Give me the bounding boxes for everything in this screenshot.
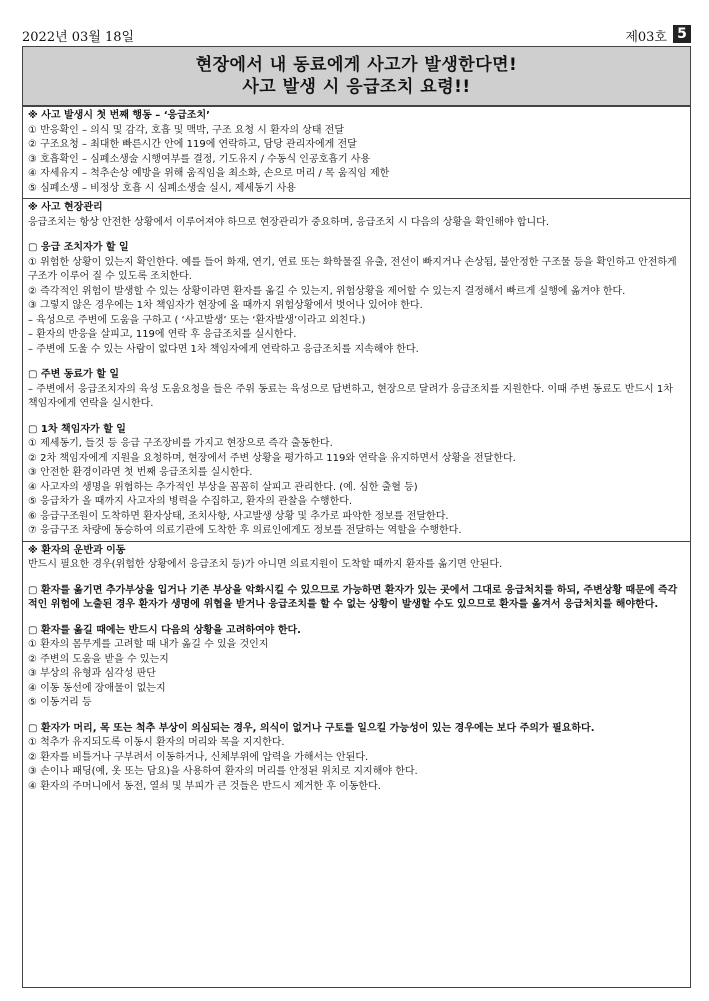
section-heading: ※ 사고 발생시 첫 번째 행동 – ‘응급조치’ bbox=[28, 110, 210, 121]
list-item: ② 즉각적인 위험이 발생할 수 있는 상황이라면 환자를 옮길 수 있는지, 위험상황을 제어할 수 있는지 결정해서 빠르게 실행에 옮겨야 한다. bbox=[28, 285, 626, 297]
list-item: ① 척추가 유지되도록 이동시 환자의 머리와 목을 지지한다. bbox=[28, 737, 285, 748]
list-item: ① 제세동기, 들것 등 응급 구조장비를 가지고 현장으로 즉각 출동한다. bbox=[28, 438, 333, 449]
list-item: ③ 손이나 패딩(예, 옷 또는 담요)을 사용하여 환자의 머리를 안정된 위치로 지지해야 한다. bbox=[28, 766, 418, 777]
subsection-heading: ▢ 1차 책임자가 할 일 bbox=[28, 423, 126, 435]
list-item: ④ 사고자의 생명을 위협하는 추가적인 부상을 꼼꼼히 살피고 관리한다. (예. 심한 출혈 등) bbox=[28, 481, 418, 493]
section-intro: 반드시 필요한 경우(위험한 상황에서 응급조치 등)가 아니면 의료지원이 도착할 때까지 환자를 옮기면 안된다. bbox=[28, 559, 503, 570]
section-first-action bbox=[23, 107, 690, 199]
list-item: ③ 호흡확인 – 심폐소생술 시행여부를 결정, 기도유지 / 수동식 인공호흡기 사용 bbox=[28, 153, 371, 165]
list-item: ② 2차 책임자에게 지원을 요청하며, 현장에서 주변 상황을 평가하고 119와 연락을 유지하면서 상황을 전달한다. bbox=[28, 452, 516, 464]
page-header bbox=[22, 26, 691, 44]
list-item: ② 구조요청 – 최대한 빠른시간 안에 119에 연락하고, 담당 관리자에게 전달 bbox=[28, 139, 357, 150]
page-number: 5 bbox=[673, 25, 691, 43]
list-item: ① 반응확인 – 의식 및 감각, 호흡 및 맥박, 구조 요청 시 환자의 상태 전달 bbox=[28, 124, 344, 136]
list-item: ④ 자세유지 – 척추손상 예방을 위해 움직임을 최소화, 손으로 머리 / 목 움직임 제한 bbox=[28, 168, 390, 179]
list-item: ③ 부상의 유형과 심각성 판단 bbox=[28, 668, 156, 679]
list-item: ⑦ 응급구조 차량에 동승하여 의료기관에 도착한 후 의료인에게도 정보를 전달하는 역할을 수행한다. bbox=[28, 525, 462, 536]
subsection-heading: ▢ 환자를 옮길 때에는 반드시 다음의 상황을 고려하여야 한다. bbox=[28, 624, 301, 636]
title-box bbox=[22, 46, 691, 106]
subsection-heading: ▢ 응급 조치자가 할 일 bbox=[28, 242, 129, 253]
list-item: ⑤ 이동거리 등 bbox=[28, 697, 92, 708]
list-item: ④ 환자의 주머니에서 동전, 열쇠 및 부피가 큰 것들은 반드시 제거한 후 이동한다. bbox=[28, 780, 381, 792]
list-item: – 환자의 반응을 살피고, 119에 연락 후 응급조치를 실시한다. bbox=[28, 329, 297, 340]
list-item: ② 환자를 비틀거나 구부려서 이동하거나, 신체부위에 압력을 가해서는 안된다. bbox=[28, 751, 369, 763]
list-item: ① 환자의 몸무게를 고려할 때 내가 옮길 수 있을 것인지 bbox=[28, 639, 269, 650]
section-site-management bbox=[23, 199, 690, 542]
paragraph: – 주변에서 응급조치자의 육성 도움요청을 들은 주위 동료는 육성으로 답변하고, 현장으로 달려가 응급조치를 지원한다. 이때 주변 동료도 반드시 1차 책임자에게 연락을 실시한다. bbox=[28, 383, 673, 409]
list-item: ⑥ 응급구조원이 도착하면 환자상태, 조치사항, 사고발생 상황 및 추가로 파악한 정보를 전달한다. bbox=[28, 510, 449, 522]
list-item: ⑤ 심폐소생 – 비정상 호흡 시 심폐소생술 실시, 제세동기 사용 bbox=[28, 182, 296, 194]
list-item: ③ 그렇지 않은 경우에는 1차 책임자가 현장에 올 때까지 위험상황에서 벗어나 있어야 한다. bbox=[28, 300, 423, 311]
section-patient-transport bbox=[23, 542, 690, 797]
issue-date: 2022년 03월 18일 bbox=[22, 30, 135, 45]
section-heading: ※ 사고 현장관리 bbox=[28, 202, 103, 213]
list-item: ③ 안전한 환경이라면 첫 번째 응급조치를 실시한다. bbox=[28, 467, 253, 478]
list-item: – 육성으로 주변에 도움을 구하고 ( ‘사고발생’ 또는 ‘환자발생’이라고 외친다.) bbox=[28, 314, 366, 326]
subsection-heading: ▢ 주변 동료가 할 일 bbox=[28, 369, 119, 380]
subsection-heading: ▢ 환자가 머리, 목 또는 척추 부상이 의심되는 경우, 의식이 없거나 구토를 일으킬 가능성이 있는 경우에는 보다 주의가 필요하다. bbox=[28, 722, 595, 734]
content-box bbox=[22, 106, 691, 988]
title-line-2: 사고 발생 시 응급조치 요령!! bbox=[242, 77, 471, 97]
list-item: ④ 이동 동선에 장애물이 없는지 bbox=[28, 682, 166, 694]
list-item: ① 위험한 상황이 있는지 확인한다. 예를 들어 화재, 연기, 연료 또는 화학물질 유출, 전선이 빠지거나 손상됨, 불안정한 구조물 등을 확인하고 안전하게 구조가 이루어 질 수 있도록 조치한다. bbox=[28, 256, 677, 282]
issue-number: 제03호 bbox=[625, 30, 667, 45]
list-item: ② 주변의 도움을 받을 수 있는지 bbox=[28, 653, 169, 665]
section-heading: ※ 환자의 운반과 이동 bbox=[28, 544, 126, 556]
title-line-1: 현장에서 내 동료에게 사고가 발생한다면! bbox=[195, 55, 518, 75]
section-intro: 응급조치는 항상 안전한 상황에서 이루어져야 하므로 현장관리가 중요하며, 응급조치 시 다음의 상황을 확인해야 합니다. bbox=[28, 216, 550, 228]
list-item: ⑤ 응급차가 올 때까지 사고자의 병력을 수집하고, 환자의 관찰을 수행한다. bbox=[28, 496, 353, 507]
bold-paragraph: ▢ 환자를 옮기면 추가부상을 입거나 기존 부상을 악화시킬 수 있으므로 가능하면 환자가 있는 곳에서 그대로 응급처치를 하되, 주변상황 때문에 즉각적인 위험에 노출된 경우 환자가 생명에 위협을 받거나 응급조치를 할 수 없는 상황이 발생할 수도 있으므로 환자를 옮겨서 응급처치를 해야한다. bbox=[28, 584, 678, 610]
list-item: – 주변에 도울 수 있는 사람이 없다면 1차 책임자에게 연락하고 응급조치를 지속해야 한다. bbox=[28, 343, 419, 355]
